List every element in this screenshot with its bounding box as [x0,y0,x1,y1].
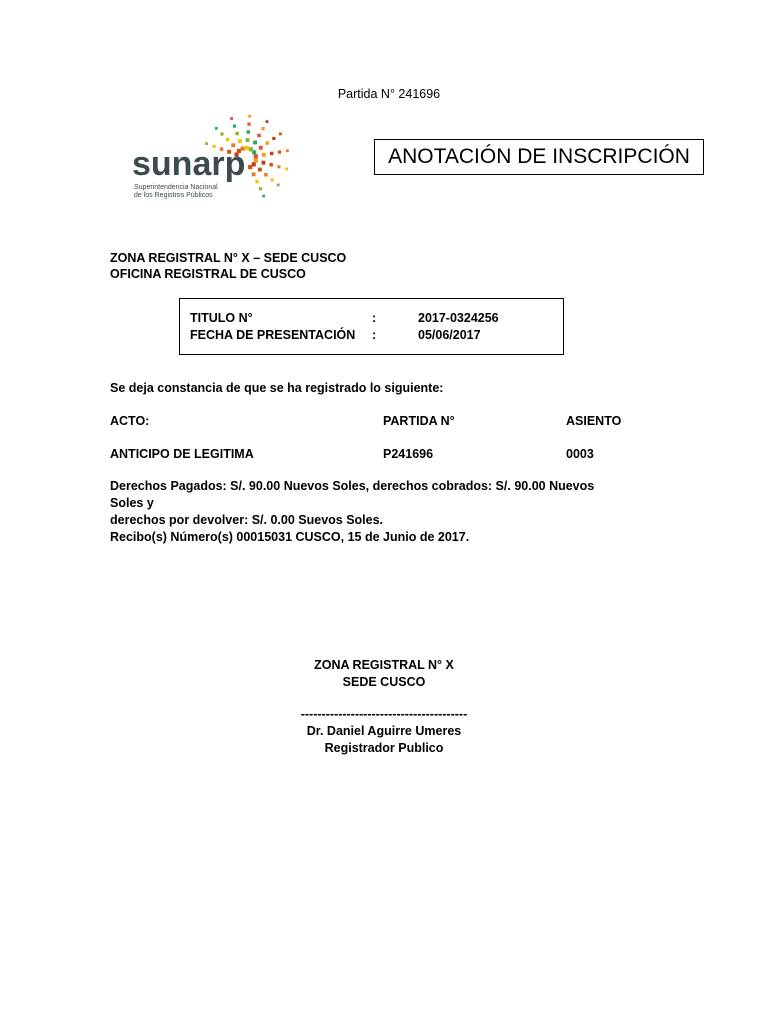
logo-square [258,168,262,172]
cell-partida: P241696 [383,447,434,461]
logo-square [233,125,236,128]
logo-square [262,161,266,165]
logo-square [252,150,256,154]
signature-block [0,657,768,757]
logo-square [226,138,230,142]
logo-square [272,137,275,140]
logo-square [247,130,251,134]
logo-square [246,138,250,142]
signature-line: ---------------------------------------- [300,707,468,721]
logo-subtitle-1: Superintendencia Nacional [134,184,218,191]
logo-square [254,159,258,163]
signature-zona: ZONA REGISTRAL N° X [314,658,454,672]
zona-registral-header: ZONA REGISTRAL N° X – SEDE CUSCO [110,251,347,265]
partida-header: Partida N° 241696 [337,87,441,101]
titulo-info-box [179,298,564,355]
recibo-line: Recibo(s) Número(s) 00015031 CUSCO, 15 de Junio de 2017. [110,530,470,544]
sunarp-logo [128,112,303,208]
header-acto: ACTO: [110,414,150,428]
signature-sede: SEDE CUSCO [342,675,426,689]
logo-square [261,127,264,130]
logo-square [262,195,265,198]
logo-square [264,173,268,177]
titulo-separator: : [372,311,377,325]
logo-square [266,120,269,123]
fecha-separator: : [372,328,377,342]
sunarp-logo-mark [128,112,303,208]
logo-square [248,115,251,118]
logo-square [220,132,223,135]
logo-square [285,168,288,171]
oficina-registral-header: OFICINA REGISTRAL DE CUSCO [110,267,306,281]
logo-square [262,153,266,157]
derechos-paragraph [110,478,630,546]
logo-square [286,149,289,152]
logo-square [259,146,263,150]
logo-square [277,165,280,168]
derechos-line-1: Derechos Pagados: S/. 90.00 Nuevos Soles, derechos cobrados: S/. 90.00 Nuevos Soles y [110,479,595,510]
logo-square [271,178,274,181]
logo-square [215,127,218,130]
logo-square [245,146,249,150]
signature-name: Dr. Daniel Aguirre Umeres [306,724,462,738]
logo-wordmark: sunarp [132,145,246,183]
cell-asiento: 0003 [566,447,594,461]
logo-square [235,132,239,136]
logo-subtitle-2: de los Registros Públicos [134,192,213,199]
cell-acto: ANTICIPO DE LEGITIMA [110,447,254,461]
logo-square [252,172,256,176]
logo-square [277,184,280,187]
constancia-text: Se deja constancia de que se ha registrado lo siguiente: [110,381,444,395]
logo-square [266,141,270,145]
logo-square [248,165,252,169]
logo-square [238,139,242,143]
titulo-value: 2017-0324256 [418,311,499,325]
document-title: ANOTACIÓN DE INSCRIPCIÓN [374,139,704,175]
logo-square [247,123,250,126]
logo-square [230,117,233,120]
logo-square [278,151,281,154]
logo-square [270,152,274,156]
logo-square [253,141,257,145]
logo-square [257,134,261,138]
derechos-line-2: derechos por devolver: S/. 0.00 Suevos Soles. [110,513,384,527]
logo-square [254,154,258,158]
titulo-label: TITULO N° [190,311,253,325]
logo-square [255,180,259,184]
header-partida: PARTIDA N° [383,414,455,428]
fecha-label: FECHA DE PRESENTACIÓN [190,328,356,342]
fecha-value: 05/06/2017 [418,328,481,342]
header-asiento: ASIENTO [566,414,622,428]
signature-role: Registrador Publico [324,741,444,755]
logo-square [259,187,262,190]
logo-square [269,163,273,167]
logo-square [279,133,282,136]
